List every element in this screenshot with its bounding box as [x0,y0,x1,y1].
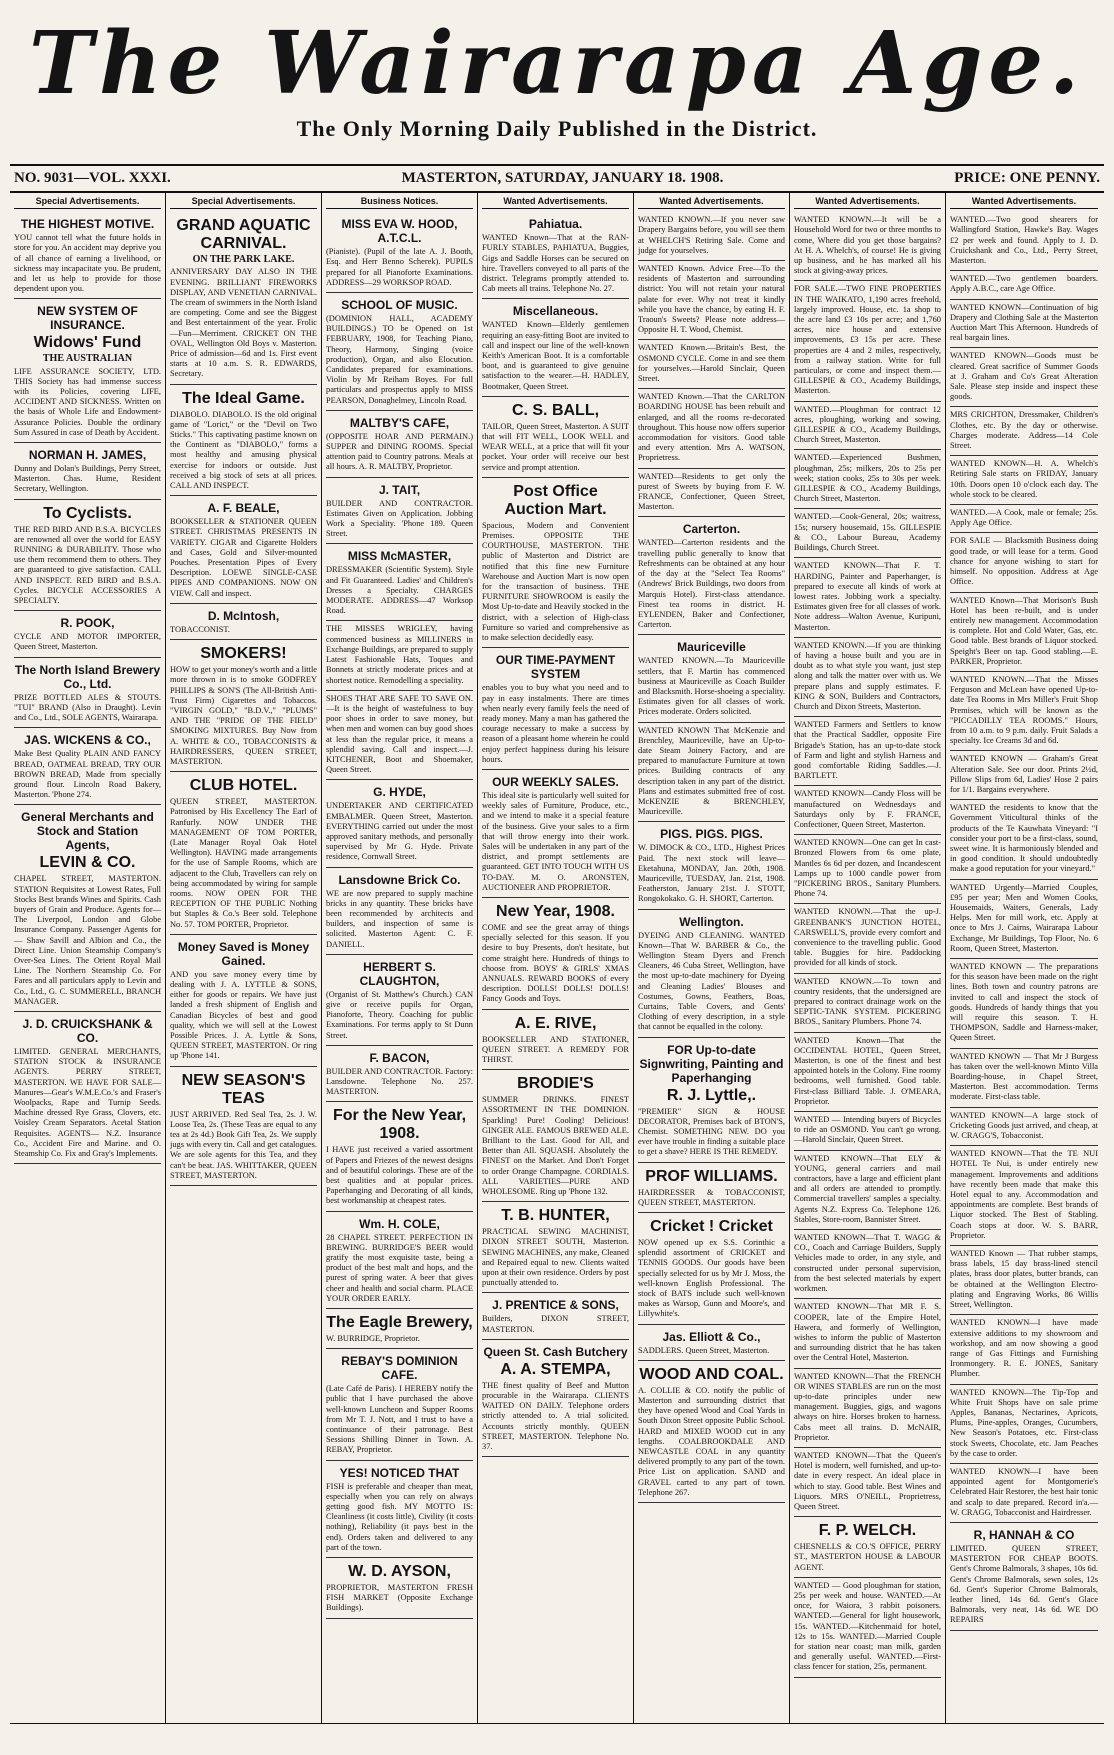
ad-body: BUILDER AND CONTRACTOR. Estimates Given on Application. Jobbing Work a Speciality. 'Phone 189. Queen Street. [326,498,473,539]
advertisement [326,1309,473,1349]
ad-body: HOW to get your money's worth and a little more thrown in is to smoke GODFREY PHILLIPS & SON'S (The All-British Anti-Trust Firm) Cigarettes and Tobaccos. "VIRGIN GOLD," "B.D.V.," "PLUMS" AND THE "PRIDE OF THE FIELD" SMOKING MIXTURES. Buy Now from A. WHITE & CO., TOBACCONISTS & HAIRDRESSERS, QUEEN STREET, MASTERTON. [170,665,317,766]
masthead [10,14,1104,164]
ad-heading: PIGS. PIGS. PIGS. [660,827,763,842]
column-heading: Special Advertisements. [170,196,317,209]
ad-body: THE RED BIRD AND B.S.A. BICYCLES are renowned all over the world for EASY RUNNING & DURABILITY. Those who use them recommend them to others. They are guaranteed to give satisfaction. CALL AND INSPECT. RED BIRD and B.S.A. Cycles. BICYCLE ACCESSORIES A SPECIALTY. [14,524,161,606]
advertisement [326,1046,473,1103]
ad-body: WANTED KNOWN—I have been appointed agent for Montgomerie's Celebrated Hair Restorer, the best hair tonic and scalp to date prepared. Record in'a.—W. CRAGG, Tobacconist and Hairdresser. [950,1466,1098,1517]
ad-heading: NORMAN H. JAMES, [28,448,147,463]
advertisement [14,658,161,729]
ad-heading: YES! NOTICED THAT [339,1465,460,1480]
advertisement [482,648,629,770]
advertisement [794,450,941,509]
ad-body: WANTED KNOWN.—If you never saw Drapery Bargains before, you will see them at WHELCH'S Retiring Sale. Come and judge for yourselves. [638,215,785,255]
advertisement [950,300,1098,349]
advertisement [14,728,161,805]
ad-body: WANTED KNOWN—I have made extensive additions to my showroom and workshop, and am now showing a good range of Gas Fittings and Furnishing Ironmongery. R. E. JONES, Sanitary Plumber. [950,1318,1098,1379]
advertisement [638,469,785,518]
advertisement [482,397,629,478]
ad-heading: J. D. CRUICKSHANK & CO. [22,1016,153,1045]
ad-heading: Mauriceville [677,640,746,655]
ad-heading: A. A. STEMPA, [500,1360,611,1378]
advertisement [482,299,629,396]
ad-body: WANTED.—Cook-General, 20s; waitress, 15s; nursery housemaid, 15s. GILLESPIE & CO., Labour Bureau, Academy Buildings, Church Street. [794,512,941,553]
ad-body: CHAPEL STREET, MASTERTON. STATION Requisites at Lowest Rates, Full Stocks Best brands Wines and Spirits. Cash buyers of Grain and Produce. Agents for— The Liverpool, London and Globe Insurance Company. Passenger Agents for— Shaw Savill and Albion and Co., the Direct Line. Union Steamship Company's Over-Sea Lines. The Orient Royal Mail Line. The Northern Steamship Co. For Fares and all particulars apply to Levin and Co., Ltd., G. C. SUMMERELL, BRANCH MANAGER. [14,874,161,1006]
ad-body: WANTED KNOWN.—It will be a Household Word for two or three months to come, Where did you get those bargains? At H. A. Whelch's, of course! He is giving up business, and he has marked all his stock at giving-away prices. [794,215,941,276]
advertisement [950,959,1098,1049]
advertisement [14,805,161,1012]
ad-body: TOBACCONIST. [170,624,230,634]
advertisement [326,544,473,621]
advertisement [638,261,785,340]
advertisement [638,723,785,823]
advertisement [794,1517,941,1578]
advertisement [638,635,785,722]
advertisement [950,1385,1098,1464]
ad-body: WANTED KNOWN—H. A. Whelch's Retiring Sale starts on FRIDAY, January 10th. Doors open 10 o'clock each day. The whole stock to be cleared. [950,459,1098,499]
advertisement [638,517,785,635]
ad-body: JUST ARRIVED. Red Seal Tea, 2s. J. W. Loose Tea, 2s. (These Teas are equal to any tea at 2s 4d.) Book Gift Tea, 2s. We supply jugs with every tin. Call and get catalogues. We are sole agents for this Tea, and they can't be beat. JAS. WHITTAKER, QUEEN STREET, MASTERTON. [170,1109,317,1180]
ad-body: WANTED.—A Cook, male or female; 25s. Apply Age Office. [950,508,1098,528]
advertisement [482,770,629,898]
ad-body: BOOKSELLER & STATIONER QUEEN STREET. CHRISTMAS PRESENTS IN VARIETY. CIGAR and Cigarette Holders and Cases, Gold and Silver-mounted Pouches. Presentation Pipes of Every Description. LOEWE SINGLE-CASE PIPES AND COMPANIONS. NOW ON VIEW. Call and inspect. [170,517,317,598]
ad-heading: CLUB HOTEL. [189,777,298,795]
ad-body: WANTED KNOWN—The Tip-Top and White Fruit Shops have on sale prime Apples, Bananas, Nectarines, Apricots, Plums, Pine-apples, Oranges, Cucumbers, New Season's Potatoes, etc. First-class stock Sweets, Chocolate, etc. Jam Peaches by the case to order. [950,1387,1098,1458]
advertisement [950,672,1098,751]
advertisement [14,443,161,500]
ad-heading: MISS EVA W. HOOD, A.T.C.L. [341,217,458,246]
dateline [10,164,1104,193]
ad-heading: PROF WILLIAMS. [645,1167,778,1185]
ad-heading: ON THE PARK LAKE. [192,254,295,266]
ad-heading: W. D. AYSON, [348,1563,451,1581]
ad-body: (DOMINION HALL, ACADEMY BUILDINGS.) TO be Opened on 1st FEBRUARY, 1908, for Teaching Piano, Theory, Harmony, Singing (voice production), Organ, and also Elocution. Candidates prepared for examinations. Violin by Mr Reiham Boyes. For full particulars and prospectus apply to MISS PEARSON, Donaghelmey, Lincoln Road. [326,314,473,405]
ad-heading: A. F. BEALE, [207,501,280,516]
advertisement [14,299,161,443]
ad-heading: GRAND AQUATIC CARNIVAL. [176,217,311,253]
advertisement [170,604,317,640]
ad-heading: New Year, 1908. [496,902,615,920]
ad-body: PRIZE BOTTLED ALES & STOUTS. "TUI" BRAND (Also in Draught). Levin and Co., Ltd., SOLE AGENTS, Wairarapa. [14,692,161,723]
ad-heading: WOOD AND COAL. [639,1365,784,1383]
ad-heading: Post Office Auction Mart. [504,482,607,518]
ad-body: ANNIVERSARY DAY ALSO IN THE EVENING. BRILLIANT FIREWORKS DISPLAY, AND VENETIAN CARNIVAL. The cream of swimmers in the North Island are competing. Come and see the Biggest and Best entertainment of the year. Frolic—Fun—Merriment. CRICKET ON THE OVAL, Wellington Old Boys v. Masterton. Price of admission—6d and 1s. First event starts at 10 a.m. S. R. EDWARDS, Secretary. [170,267,317,379]
advertisement [482,898,629,1010]
advertisement [794,509,941,558]
ad-heading: Wellington. [679,914,744,929]
advertisement [326,1558,473,1619]
advertisement [482,1070,629,1202]
advertisement [326,1212,473,1309]
advert-columns [10,193,1104,1724]
ad-body: WANTED KNOWN—That MR F. S. COOPER, late of the Empire Hotel, Hawera, and formerly of Wellington, wishes to inform the public of Masterton and surrounding district that he has taken over the Central Hotel, Masterton. [794,1302,941,1363]
ad-body: WANTED.—Experienced Bushmen, ploughman, 25s; milkers, 20s to 25s per week; station cooks, 25s to 30s per week. GILLESPIE & CO., Academy Buildings, Church Street, Masterton. [794,453,941,504]
ad-body: PRACTICAL SEWING MACHINIST, DIXON STREET SOUTH, Masterton. SEWING MACHINES, any make, Cleaned and Repaired equal to new. Clients waited upon at their own residence. Orders by post punctually attended to. [482,1227,629,1288]
advertisement [950,456,1098,505]
ad-heading: Money Saved is Money Gained. [177,939,310,968]
ad-body: FOR SALE — Blacksmith Business doing good trade, or will lease for a term. Good chance for anyone wishing to start for himself. No opposition. Address at Age Office. [950,536,1098,587]
advertisement [326,868,473,955]
ad-body: LIMITED. QUEEN STREET, MASTERTON FOR CHEAP BOOTS. Gent's Chrome Balmorals, 3 shapes, 10s 6d. Gent's Chrome Balmorals, sewn soles, 12s 6d. Gent's Superior Chrome Balmorals, leather lined, 14s 6d. Gent's Glace Balmorals, very neat, 14s 6d. WE DO REPAIRS [950,1543,1098,1625]
ad-heading: C. S. BALL, [511,401,600,419]
ad-heading: Carterton. [682,522,741,537]
ad-body: Spacious, Modern and Convenient Premises. OPPOSITE THE COURTHOUSE, MASTERTON. THE public of Masterton and District are notified that this fine new Furniture Warehouse and Auction Mart is now open for the transaction of business. THE FURNITURE SHOWROOM is easily the Most Up-to-date and Heavily stocked in the district, with a selection of High-class Furniture so varied and comprehensive as to make selection decidedly easy. [482,520,629,643]
advertisement [950,751,1098,800]
advertisement [326,691,473,781]
ad-body: WANTED KNOWN—A large stock of Cricketing Goods just arrived, and cheap, at W. CRAGG'S, Tobacconist. [950,1110,1098,1141]
ad-body: WE are now prepared to supply machine bricks in any quantity. These bricks have been recommended by architects and builders, and inspection of same is solicited. Masterton Agent: C. F. DANIELL. [326,888,473,949]
issue-number: NO. 9031—VOL. XXXI. [14,170,171,186]
advertisement [794,1151,941,1230]
ad-body: WANTED KNOWN—Continuation of big Drapery and Clothing Sale at the Masterton Auction Mart This Afternoon. Hundreds of real bargain lines. [950,302,1098,343]
ad-heading: OUR WEEKLY SALES. [492,774,619,789]
place-date: MASTERTON, SATURDAY, JANUARY 18. 1908. [401,170,724,186]
advertisement [794,1230,941,1299]
ad-body: (Pianiste). (Pupil of the late A. J. Booth, Esq. and Herr Benno Scherek). PUPILS prepared for all Pianoforte Examinations. ADDRESS—29 WORKSOP ROAD. [326,247,473,287]
ad-body: Make Best Quality PLAIN AND FANCY BREAD, OATMEAL BREAD, TRY OUR BROWN BREAD, Made from specially ground flour. Lincoln Road Bakery, Masterton. 'Phone 274. [14,749,161,800]
advertisement [326,1349,473,1460]
ad-heading: Miscellaneous. [512,304,599,319]
ad-body: SHOES THAT ARE SAFE TO SAVE ON.—It is the height of wastefulness to buy poor shoes in order to save money, but when men and women can buy good shoes at less than the regular price, it means a splendid saving. Call and inspect.—J. KITCHENER, Boot and Shoemaker, Queen Street. [326,693,473,775]
ad-body: WANTED KNOWN That McKenzie and Brenchley, Mauriceville, have an Up-to-date Steam Joinery Factory, and are prepared to manufacture Furniture at town prices. Building contracts of any description taken in any part of the district. Plans and estimates submitted free of cost. McKENZIE & BRENCHLEY, Mauriceville. [638,725,785,817]
advertisement [170,1067,317,1186]
ad-heading: MALTBY'S CAFE, [349,415,450,430]
ad-body: WANTED KNOWN—That the Queen's Hotel is modern, well furnished, and up-to-date in every respect. An ideal place in which to stay. Good table. Best Wines and Liquors. MRS O'NEILL, Proprietress, Queen Street. [794,1450,941,1511]
ad-body: W. BURRIDGE, Proprietor. [326,1334,420,1344]
ad-body: QUEEN STREET, MASTERTON. Patronised by His Excellency The Earl of Ranfurly. NOW UNDER THE MANAGEMENT OF TOM PORTER, (Late Manager Royal Oak Hotel Wellington). HAVING made arrangements for the use of Sample Rooms, which are adjacent to the Club, Travellers can rely on being accommodated by wiring for sample rooms. NOW OPEN FOR THE RECEPTION OF THE PUBLIC Nothing but Staples & Co.'s Beer sold. Telephone No. 57. TOM PORTER, Proprietor. [170,797,317,929]
ad-heading: FOR Up-to-date Signwriting, Painting and Paperhanging [639,1042,784,1085]
ad-body: WANTED KNOWN—One can get In cast-Bronzed Flowers from 6s ome plate, Mantles 6s 6d per dozen, and Incandescent Lamps up to 1000 candle power from "PICKERING BROS., Sanitary Plumbers. Phone 74. [794,838,941,899]
advertisement [326,621,473,690]
advertisement [794,974,941,1033]
advertisement [638,389,785,468]
advertisement [950,533,1098,592]
advertisement [950,1315,1098,1384]
ad-body: UNDERTAKER AND CERTIFICATED EMBALMER. Queen Street, Masterton. EVERYTHING carried out under the most approved sanitary methods, and personally supervised by Mr G. Hyde. Private residence, Cornwall Street. [326,801,473,862]
advertisement [950,407,1098,456]
ad-body: LIFE ASSURANCE SOCIETY, LTD. THIS Society has had immense success with its Policies, covering LIFE, ACCIDENT AND SICKNESS. Written on the basis of Whole Life and Endowment-Assurance Policies. Double the ordinary Sum Assured in case of Death by Accident. [14,366,161,437]
advertisement [638,1325,785,1361]
advertisement [326,212,473,293]
ad-heading: F. BACON, [369,1050,430,1065]
advertisement [14,212,161,299]
advertisement [794,1448,941,1517]
ad-heading: SCHOOL OF MUSIC. [341,298,458,313]
ad-body: LIMITED. GENERAL MERCHANTS, STATION STOCK & INSURANCE AGENTS. PERRY STREET, MASTERTON. WE HAVE FOR SALE— Manures—Gear's W.M.E.Co.'s and Fraser's Woolpacks, Rape and Turnip Seeds. Machine dressed Rye Grass, Clovers, etc. Voisley Cream Separators. Acetal Station Requisites. AGENTS— N.Z. Insurance Co., Accident Fire and Marine. and O. Steamship Co. Fix and Gray's Implements. [14,1046,161,1158]
ad-body: WANTED the residents to know that the Government Viticultural thinks of the products of the Te Kauwhata Vineyard: "I consider your port to be a first-class, sound, sweet wine. It is harmoniously blended and in good condition. It should undoubtedly make a good reputation for your vineyard." [950,803,1098,874]
ad-body: WANTED KNOWN—That the FRENCH OR WINES STABLES are run on the most up-to-date principles under new management. Buggies, gigs, and wagons always on hire. Horses broken to harness. Cabs meet all trains. D. McNAIR, Proprietor. [794,1371,941,1442]
ad-heading: MISS McMASTER, [347,549,452,564]
advertisement [950,348,1098,407]
ad-body: Dunny and Dolan's Buildings, Perry Street, Masterton. Chas. Hume, Resident Secretary, Wellington. [14,464,161,494]
column-heading: Business Notices. [326,196,473,209]
ad-body: TAILOR, Queen Street, Masterton. A SUIT that will FIT WELL, LOOK WELL and WEAR WELL, at a price that will fit your pocket. Your order will receive our best service and prompt attention. [482,421,629,472]
ad-body: WANTED Urgently—Married Couples, £95 per year; Men and Women Cooks, Housemaids, Waiters, Generals, Lady Helps. Men for mill work, etc. Apply at once to Mrs J. Cairns, Wairarapa Labour Exchange, Mr Buildings, Top Floor, No. 6 Room, Queen Street, Masterton. [950,882,1098,953]
ad-body: DRESSMAKER (Scientific System). Style and Fit Guaranteed. Ladies' and Children's Dresses a Specialty. CHARGES MODERATE. ADDRESS—47 Worksop Road. [326,565,473,616]
ad-body: WANTED—Residents to get only the purest of Sweets by buying from F. W. FRANCE, Confectioner, Queen Street, Masterton. [638,471,785,512]
ad-body: WANTED Known—That the OCCIDENTAL HOTEL, Queen Street, Masterton, is one of the finest and best appointed hotels in the Colony. Fine roomy bedrooms, well furnished. Good table. First-class Billiard Table. J. O'MEARA, Proprietor. [794,1035,941,1106]
advertisement [794,281,941,401]
ad-heading: The Eagle Brewery, [326,1314,473,1332]
ad-body: FISH is preferable and cheaper than meat, especially when you can rely on always getting good fish. MY MOTTO IS: Cleanliness (it costs little), Civility (it costs nothing), Reliability (it pays best in the end). Orders taken and delivered to any part of the town. [326,1481,473,1552]
ad-heading: NEW SEASON'S TEAS [181,1071,306,1107]
price: PRICE: ONE PENNY. [954,170,1100,186]
ad-body: CHESNELLS & CO.'S OFFICE, PERRY ST., MASTERTON HOUSE & LABOUR AGENT. [794,1542,941,1572]
ad-body: NOW opened up ex S.S. Corinthic a splendid assortment of CRICKET and TENNIS GOODS. Our goods have been specially selected for us by Mr J. Moss, the well-known English Professional. The stock of BATS include such well-known makes as Warsop, Gunn and Moore's, and Lillywhite's. [638,1238,785,1319]
ad-heading: Cricket ! Cricket [650,1218,773,1236]
ad-heading: J. PRENTICE & SONS, [492,1298,619,1313]
ad-heading: To Cyclists. [43,504,132,522]
masthead-subtitle: The Only Morning Daily Published in the District. [296,116,818,141]
ad-heading: Queen St. Cash Butchery [483,1344,628,1359]
advertisement [482,1202,629,1293]
ad-body: WANTED KNOWN.—To town and country residents, that the undersigned are prepared to contract drainage work on the SEPTIC-TANK SYSTEM. PICKERING BROS., Sanitary Plumbers. Phone 74. [794,976,941,1027]
advertisement [170,935,317,1067]
ad-body: THE finest quality of Beef and Mutton procurable in the Wairarapa. CLIENTS WAITED ON DAILY. Telephone orders strictly attended to. A trial solicited. Accounts strictly monthly. QUEEN STREET, MASTERTON. Telephone No. 37. [482,1380,629,1452]
advertisement [326,955,473,1046]
ad-body: WANTED KNOWN.—That the up-J. GREENBANK'S JUNCTION HOTEL, CARSWELL'S, provide every comfort and convenience to the travelling public. Good table. Buggies for hire. Paddocking provided for all kinds of stock. [794,907,941,968]
advertisement [794,1112,941,1151]
newspaper-page [10,10,1104,1735]
advertisement [326,478,473,545]
ad-body: (Late Café de Paris). I HEREBY notify the public that I have purchased the above well-known Luncheon and Supper Rooms from Mr T. J. Nott, and I trust to have a continuance of their patronage. Best Sessions Shilling Dinner in Town. A. REBAY, Proprietor. [326,1384,473,1455]
column-3 [322,193,478,1723]
advertisement [794,717,941,786]
ad-body: (Organist of St. Matthew's Church.) CAN give or receive pupils for Organ, Pianoforte, Theory. Coaching for public Examinations. For terms apply to St Dunn Street. [326,989,473,1040]
column-heading: Special Advertisements. [14,196,161,209]
ad-body: WANTED KNOWN—That T. WAGG & CO., Coach and Carriage Builders, Supply Vehicles made to order, in any style, and constructed under personal supervision, from the best selected materials by expert workmen. [794,1233,941,1294]
ad-body: WANTED KNOWN—Candy Floss will be manufactured on Wednesdays and Saturdays only by F. FRANCE, Confectioner, Queen Street, Masterton. [794,789,941,829]
advertisement [638,1038,785,1163]
ad-heading: The Ideal Game. [182,389,305,407]
advertisement [326,293,473,411]
advertisement [950,271,1098,299]
ad-heading: Pahiatua. [528,217,583,232]
advertisement [638,212,785,261]
ad-heading: HERBERT S. CLAUGHTON, [359,959,440,988]
column-heading: Wanted Advertisements. [482,196,629,209]
ad-body: DIABOLO. DIABOLO. IS the old original game of "Lorict," or the "Devil on Two Sticks." This captivating pastime known on the Continent as "DIABOLO," forms a most healthy and amusing physical exercise for indoors or outside. Just received a big stock of sets at all prices. CALL AND INSPECT. [170,409,317,491]
ad-body: WANTED — Good ploughman for station, 25s per week and house. WANTED.—At once, for Waiora, 3 rabbit poisoners. WANTED.—General for light housework, 15s. WANTED.—Kitchenmaid for hotel, 12s to 15s. WANTED.—Married Couple for station near coast; man milk, garden and generally useful. WANTED.—First-class fencer for station, 25s, permanent. [794,1580,941,1672]
ad-heading: BRODIE'S [517,1075,594,1093]
ad-body: WANTED KNOWN.—That the Misses Ferguson and McLean have opened Up-to-date Tea Rooms in Mrs Miller's Fruit Shop Premises, which will be known as the "PICCADILLY TEA ROOMS." Hours, from 10 a.m. to 9 p.m. daily. Fruit Salads a specialty. Ice Creams 3d and 6d. [950,674,1098,746]
ad-heading: R, HANNAH & CO [973,1527,1075,1542]
ad-body: WANTED KNOWN—That F. T. HARDING, Painter and Paperhanger, is prepared to execute all kinds of work at lowest rates. Jobbing work a specialty. Estimates given free for all classes of work. Note address—Walton Avenue, Kuripuni, Masterton. [794,561,941,632]
column-6 [790,193,946,1723]
advertisement [170,772,317,935]
advertisement [482,1293,629,1339]
advertisement [638,1361,785,1503]
advertisement [794,212,941,281]
ad-body: WANTED KNOWN.—To Mauriceville settlers, that F. Martin has commenced business at Mauriceville as Coach Builder and Blacksmith. Horse-shoeing a speciality. Estimates given for all classes of work. Prices moderate. Orders solicited. [638,656,785,717]
advertisement [950,505,1098,533]
ad-body: CYCLE AND MOTOR IMPORTER, Queen Street, Masterton. [14,632,161,652]
ad-body: SADDLERS. Queen Street, Masterton. [638,1345,770,1355]
ad-heading: Wm. H. COLE, [359,1216,440,1231]
ad-heading: Lansdowne Brick Co. [338,872,461,887]
advertisement [794,1033,941,1112]
ad-body: AND you save money every time by dealing with J. A. LYTTLE & SONS, either for goods or repairs. We have just landed a fresh shipment of English and Canadian Bicycles of best and good quality, which we will sell at the Lowest Possible Prices. J. A. Lyttle & Sons, QUEEN STREET, MASTERTON. Or ring up 'Phone 141. [170,969,317,1061]
advertisement [794,558,941,637]
advertisement [794,904,941,973]
advertisement [794,786,941,835]
column-5 [634,193,790,1723]
ad-body: WANTED KNOWN—That the TE NUI HOTEL Te Nui, is under entirely new management. Improvements and additions have recently been made that make this Hotel equal to any. Accommodation and appointments are complete. Best brands of Liquor stocked. The Best of Stabling. Coach stops at door. W. S. BARR, Proprietor. [950,1149,1098,1240]
ad-body: Builders, DIXON STREET, MASTERTON. [482,1314,629,1334]
ad-body: WANTED Known.—That the CARLTON BOARDING HOUSE has been rebuilt and enlarged, and all the rooms re-decorated throughout. This house now offers superior accommodation for visitors. Good table and every attention. Mrs A. WATSON, Proprietress. [638,392,785,463]
ad-heading: J. TAIT, [378,482,421,497]
advertisement [950,593,1098,672]
advertisement [794,638,941,717]
ad-body: THE MISSES WRIGLEY, having commenced business as MILLINERS in Exchange Buildings, are prepared to supply Latest Fashionable Hats, Toques and Bonnets at strictly moderate prices and at shortest notice. Remodelling a speciality. [326,624,473,685]
ad-heading: REBAY'S DOMINION CAFE. [341,1354,458,1383]
ad-heading: D. McIntosh, [207,608,280,623]
advertisement [950,1523,1098,1631]
ad-body: W. DIMOCK & CO., LTD., Highest Prices Paid. The next stock will leave— Eketahuna, MONDAY, Jan. 20th, 1908. Mauriceville, TUESDAY, Jan. 21st, 1908. Featherston, January 21st. J. STOTT, Rongokokako. G. H. SHORT, Carterton. [638,843,785,904]
ad-body: "PREMIER" SIGN & HOUSE DECORATOR, Premises back of BTON'S, Chemist. SOMETHING NEW. DO you ever have trouble in finding a suitable place to get a shave? HERE IS THE REMEDY. [638,1106,785,1157]
ad-body: WANTED Known—That Morison's Bush Hotel has been re-built, and is under entirely new management. Accommodation is complete. Hot and Cold Water, Gas, etc. Good table. Best brands of Liquor stocked. Speight's Beer on tap. Good stabling.—E. PARKER, Proprietor. [950,595,1098,666]
advertisement [326,1461,473,1558]
ad-body: WANTED Farmers and Settlers to know that the Practical Saddler, opposite Fire Brigade's Station, has an up-to-date stock of Farm and light and stylish Harness and good comfortable Riding Saddles.—J. BARTLETT. [794,720,941,781]
ad-body: (OPPOSITE HOAR AND PERMAIN.) SUPPER and DINING ROOMS. Special attention paid to Country patrons. Meals at all hours. A. R. MALTBY, Proprietor. [326,431,473,472]
ad-body: BUILDER AND CONTRACTOR. Factory: Lansdowne. Telephone No. 257. MASTERTON. [326,1066,473,1097]
column-4 [478,193,634,1723]
ad-heading: Widows' Fund [33,334,142,352]
ad-heading: Jas. Elliott & Co., [662,1329,761,1344]
ad-body: WANTED Known—Elderly gentlemen requiring an easy-fitting Boot are invited to call and inspect our line of the well-known Keith's American Boot. It is a comfortable boot, and is guaranteed to give genuine satisfaction to the wearer.—H. HADLEY, Bootmaker, Queen Street. [482,320,629,391]
ad-body: A. COLLIE & CO. notify the public of Masterton and surrounding district that they have opened Wood and Coal Yards in South Dixon Street opposite Public School. HARD and MIXED WOOD cut in any lengths. COALBROOKDALE AND NEWCASTLE COAL in any quantity delivered promptly to any part of the town. Price List on application. SAND and GRAVEL carted to any part of town. Telephone 267. [638,1385,785,1497]
ad-heading: THE AUSTRALIAN [42,353,133,365]
ad-body: YOU cannot tell what the future holds in store for you. An accident may deprive you of all chance of earning a livelihood, or sickness may incapacitate you. Be prudent, and let us help to provide for those dependent upon you. [14,233,161,294]
ad-body: DYEING AND CLEANING. WANTED Known—That W. BARBER & Co., the Wellington Steam Dyers and French Cleaners, 46 Cuba Street, Wellington, have the most up-to-date machinery for Dyeing and Cleaning Ladies' Blouses and Costumes, Gowns, Feathers, Boas, Curtains, Table Covers, and Gents' Clothing of every description, in a style that cannot be equalled in the colony. [638,930,785,1032]
ad-heading: General Merchants and Stock and Station Agents, [21,810,154,853]
advertisement [170,496,317,604]
ad-heading: The North Island Brewery Co., Ltd. [14,662,161,691]
advertisement [482,1010,629,1071]
ad-body: 28 CHAPEL STREET. PERFECTION IN BREWING. BURRIDGE'S BEER would gratify the most exquisite taste, being a product of the best malt and hops, and the purest of spring water. A beer that gives cheer and health and social charm. PLACE YOUR ORDER EARLY. [326,1232,473,1303]
ad-body: WANTED KNOWN — Graham's Great Alteration Sale. See our door. Prints 2½d, Pillow Slips from 6d, Ladies' Hose 2 pairs for 1/1. Bargains everywhere. [950,754,1098,794]
advertisement [950,1146,1098,1246]
column-heading: Wanted Advertisements. [638,196,785,209]
advertisement [794,1369,941,1448]
advertisement [950,1246,1098,1315]
advertisement [170,640,317,772]
advertisement [950,212,1098,271]
ad-body: WANTED KNOWN—Goods must be cleared. Great sacrifice of Summer Goods at J. Graham and Co's Great Alteration Sale. Please step inside and inspect these goods. [950,351,1098,402]
advertisement [638,1163,785,1213]
ad-heading: JAS. WICKENS & CO., [24,733,151,748]
column-heading: Wanted Advertisements. [794,196,941,209]
advertisement [950,1108,1098,1147]
advertisement [638,1213,785,1325]
ad-heading: SMOKERS! [200,645,287,663]
ad-body: FOR SALE.—TWO FINE PROPERTIES IN THE WAIKATO, 1,190 acres freehold, largely improved. House, etc. 1a shop to the acre land £3 10s per acre; and 1,760 acres, nice house and extensive improvements, £3 15s per acre. These properties are 4 and 2 miles, respectively, from a railway station. Write for full particulars, or come and inspect them.—GILLESPIE & CO., Academy Buildings, Masterton. [794,284,941,396]
ad-body: BOOKSELLER AND STATIONER, QUEEN STREET. A REMEDY FOR THIRST. [482,1034,629,1064]
ad-body: WANTED Known. Advice Free—To the residents of Masterton and surrounding district: You will not retain your natural palate for ever. Why not treat it kindly while you have the chance, by eating H. F. Traoun's Sweets? Please note address—Opposite H. T. Wood, Chemist. [638,264,785,335]
ad-heading: R. J. Lyttle,. [666,1086,757,1104]
advertisement [950,1464,1098,1523]
ad-body: WANTED KNOWN — That Mr J Burgess has taken over the well-known Minto Villa Boarding-house, in Chapel Street, Masterton. Best accommodation. Terms moderate. First-class table. [950,1051,1098,1102]
advertisement [170,385,317,497]
advertisement [326,411,473,478]
advertisement [794,835,941,904]
ad-body: WANTED KNOWN.—If you are thinking of having a house built and you are in doubt as to what style you want, just step along and talk the matter over with us. We prepare plans and supply estimates. F. KING & SON, Builders and Contractors, Church and Dixon Streets, Masterton. [794,640,941,711]
advertisement [794,1578,941,1678]
advertisement [482,212,629,299]
ad-body: I HAVE just received a varied assortment of Papers and Friezes of the newest designs and of beautiful colorings. These are of the best qualities and at popular prices. Paperhanging and Decorating of all kinds, best workmanship at cheapest rates. [326,1145,473,1206]
ad-body: PROPRIETOR, MASTERTON FRESH FISH MARKET (Opposite Exchange Buildings). [326,1583,473,1613]
masthead-title: The Wairarapa Age. [28,13,1086,114]
advertisement [482,1340,629,1457]
advertisement [326,780,473,867]
ad-heading: R. POOK, [60,616,115,631]
ad-body: HAIRDRESSER & TOBACCONIST, QUEEN STREET, MASTERTON. [638,1187,785,1207]
advertisement [170,212,317,384]
ad-body: WANTED.—Ploughman for contract 12 acres, ploughing, working and sowing. GILLESPIE & CO., Academy Buildings, Church Street, Masterton. [794,404,941,445]
ad-heading: LEVIN & CO. [39,854,136,872]
ad-body: WANTED KNOWN—That ELY & YOUNG, general carriers and mail contractors, have a large and efficient plant and all orders are attended to promptly. Commercial travellers' samples a specialty. Agents N.Z. Express Co. Telephone 126. Stables, Store-room, Bannister Street. [794,1153,941,1224]
advertisement [326,1102,473,1211]
column-2 [166,193,322,1723]
ad-heading: OUR TIME-PAYMENT SYSTEM [495,653,616,682]
advertisement [950,880,1098,959]
ad-heading: T. B. HUNTER, [501,1207,610,1225]
ad-body: WANTED KNOWN — The preparations for this season have been made on the right lines. Both town and country patrons are invited to call and inspect the stock of goods. Hundreds of handy things that you will require this season. T. H. THOMPSON, Saddle and Harness-maker, Queen Street. [950,962,1098,1043]
ad-heading: A. E. RIVE, [514,1014,597,1032]
ad-heading: F. P. WELCH. [818,1522,917,1540]
advertisement [14,1012,161,1164]
advertisement [482,478,629,648]
column-heading: Wanted Advertisements. [950,196,1098,209]
ad-body: MRS CRICHTON, Dressmaker, Children's Clothes, etc. By the day or otherwise. Charges moderate. Address—14 Cole Street. [950,410,1098,451]
advertisement [14,500,161,612]
ad-body: WANTED.—Two gentlemen boarders. Apply A.B.C., care Age Office. [950,274,1098,294]
ad-heading: THE HIGHEST MOTIVE. [20,217,155,232]
column-7 [946,193,1102,1723]
ad-body: WANTED Known.—Britain's Best, the OSMOND CYCLE. Come in and see them for yourselves.—Harold Sinclair, Queen Street. [638,343,785,384]
ad-body: SUMMER DRINKS. FINEST ASSORTMENT IN THE DOMINION. Sparkling! Pure! Cooling! Delicious! GINGER ALE. FAMOUS BREWED ALE. Brilliant to the Last. Good for All, and Better than All. SQUASH. Absolutely the FINEST on the Market. And Don't Forget to order Orange Champagne. CORDIALS. ALL VARIETIES—PURE AND WHOLESOME. Ring up 'Phone 132. [482,1095,629,1197]
ad-body: This ideal site is particularly well suited for weekly sales of Furniture, Produce, etc., and we intend to make it a special feature of the business. Give your sales to a firm that will throw energy into their work. Sales will be undertaken in any part of the district, and prompt settlements are guaranteed. GET INTO TOUCH WITH US TO-DAY. M. O. ARONSTEN, AUCTIONEER AND PROPRIETOR. [482,790,629,892]
advertisement [794,402,941,451]
ad-heading: G. HYDE, [373,785,426,800]
ad-body: WANTED—Carterton residents and the travelling public generally to know that Refreshments can be obtained at any hour of the day at the "Select Tea Rooms" (Andrews' Brick Buildings, two doors from Marquis Hotel). First-class attendance. Finest tea rooms in district. H. EYLENDEN, Baker and Confectioner, Carterton. [638,538,785,630]
ad-body: WANTED Known — That rubber stamps, brass labels, 15 day brass-lined stencil plates, brass door plates, butter brands, can be obtained at the Wellington Electro-plating and Engraving Works, 86 Willis Street, Wellington. [950,1249,1098,1310]
column-1 [10,193,166,1723]
ad-heading: NEW SYSTEM OF INSURANCE. [37,304,138,333]
advertisement [638,910,785,1038]
advertisement [638,822,785,909]
ad-body: WANTED.—Two good shearers for Wallingford Station, Hawke's Bay. Wages £2 per week and found. Apply to J. D. Cruickshank and Co., Ltd., Perry Street, Masterton. [950,215,1098,266]
advertisement [794,1299,941,1368]
ad-body: COME and see the great array of things specially selected for this season. If you desire to buy Presents, don't hesitate, but come straight here. Hundreds of things to choose from. BOYS' & GIRLS' XMAS ANNUALS. REWARD BOOKS of every description. DOLLS! DOLLS! DOLLS! Fancy Goods and Toys. [482,922,629,1004]
advertisement [638,340,785,389]
ad-body: enables you to buy what you need and to pay in easy instalments. There are times when nearly every family feels the need of ready money. Many a man has gathered the courage necessary to make a success by reason of a pleasant home wherein he could enjoy perfect happiness during his leisure hours. [482,683,629,764]
advertisement [950,1049,1098,1108]
advertisement [14,611,161,657]
ad-heading: For the New Year, 1908. [332,1107,467,1143]
ad-body: WANTED — Intending buyers of Bicycles to ride an OSMOND. You can't go wrong.—Harold Sinclair, Queen Street. [794,1115,941,1145]
ad-body: WANTED Known—That at the RAN-FURLY STABLES, PAHIATUA, Buggies, Gigs and Saddle Horses can be secured on hire. Travellers conveyed to all parts of the district. Telegrams promptly attended to. Cab meets all trains. Telephone No. 27. [482,233,629,294]
advertisement [950,800,1098,879]
